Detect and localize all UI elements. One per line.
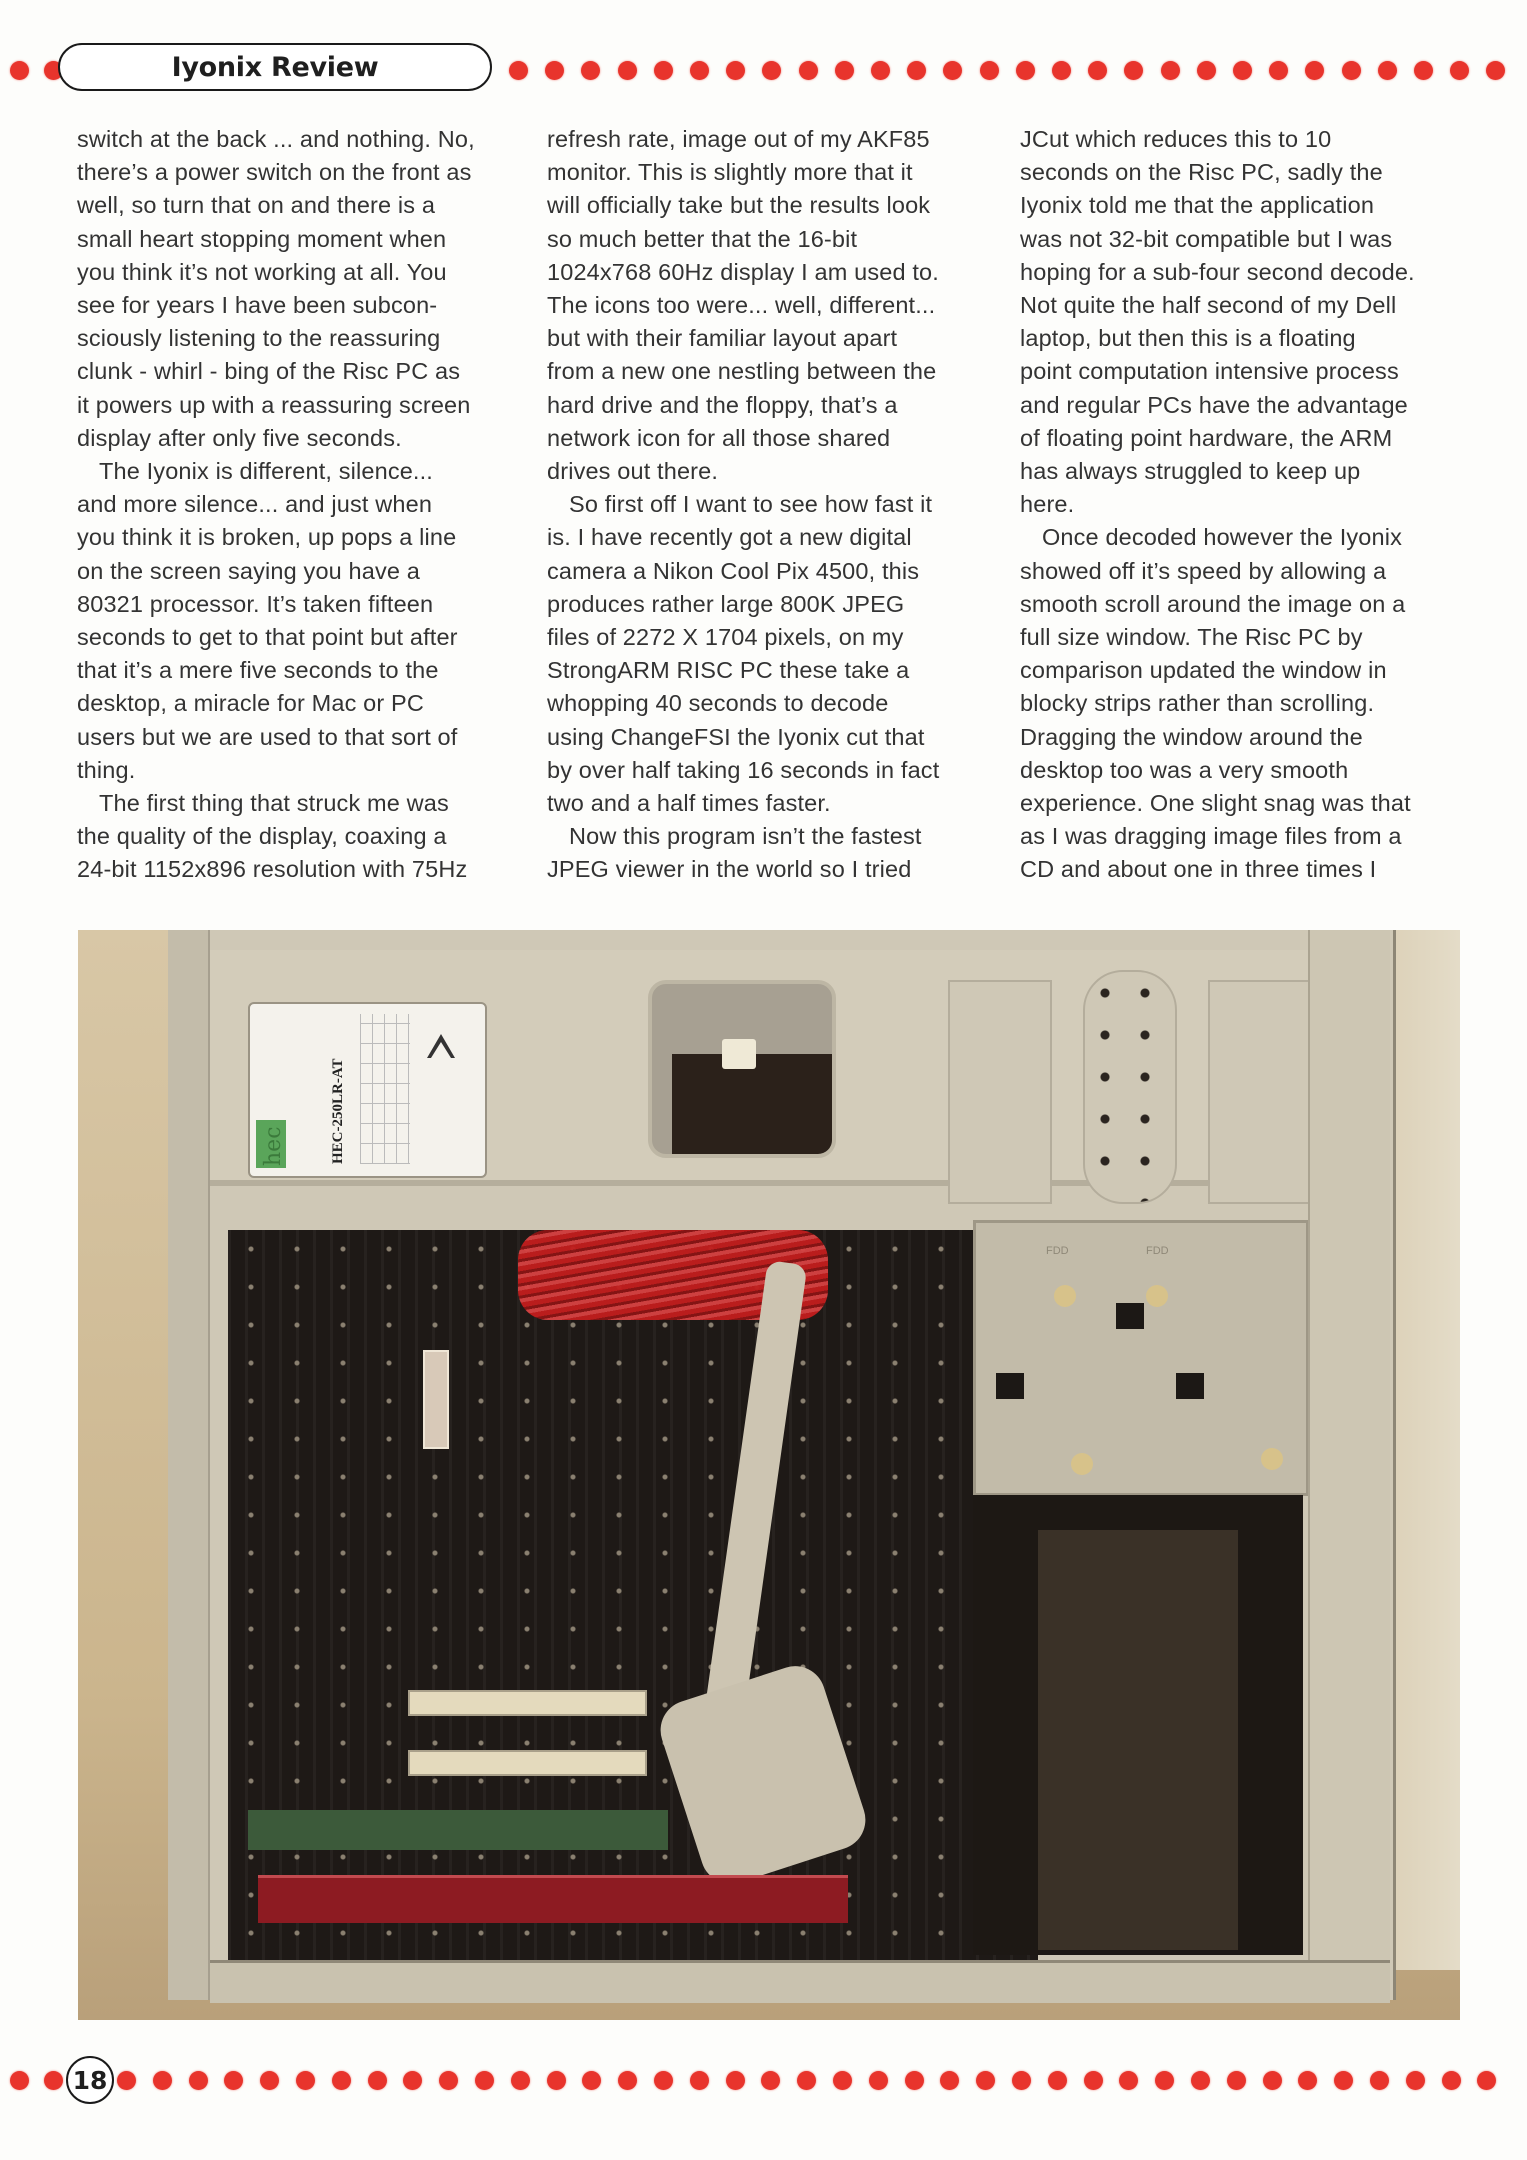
decorative-dot [1016,61,1035,80]
decorative-dot [726,61,745,80]
article-text-line: full size window. The Risc PC by [1020,624,1363,651]
decorative-dot [1048,2071,1067,2090]
motherboard [228,1230,1038,1970]
article-text-line: sciously listening to the reassuring [77,325,441,352]
article-text-line: So first off I want to see how fast it [569,491,933,518]
decorative-dot [224,2071,243,2090]
psu-label [248,1002,487,1178]
article-text-line: JPEG viewer in the world so I tried [547,856,912,883]
decorative-dot [545,61,564,80]
decorative-dot [1012,2071,1031,2090]
pci-slot [408,1690,647,1716]
article-text-line: Now this program isn’t the fastest [569,823,922,850]
article-text-line: was not 32-bit compatible but I was [1020,225,1393,252]
article-text-line: two and a half times faster. [547,790,831,817]
decorative-dot [1406,2071,1425,2090]
decorative-dot [368,2071,387,2090]
decorative-dot [1486,61,1505,80]
article-text-line: files of 2272 X 1704 pixels, on my [547,624,904,651]
article-text-line: desktop too was a very smooth [1020,756,1349,783]
decorative-dot [509,61,528,80]
article-text-line: thing. [77,756,136,783]
decorative-dot [1263,2071,1282,2090]
article-text-line: has always struggled to keep up [1020,458,1361,485]
decorative-dot [618,2071,637,2090]
decorative-dot [582,2071,601,2090]
decorative-dot [1414,61,1433,80]
decorative-dot [1084,2071,1103,2090]
drive-bay-1 [948,980,1052,1204]
article-text-line: clunk - whirl - bing of the Risc PC as [77,358,461,385]
decorative-dot [403,2071,422,2090]
article-text-line: seconds on the Risc PC, sadly the [1020,159,1383,186]
article-text-line: whopping 40 seconds to decode [547,690,889,717]
psu-brand: hec [261,1126,286,1166]
decorative-dot [1305,61,1324,80]
drive-bay-vent [1083,970,1177,1204]
decorative-dot [905,2071,924,2090]
decorative-dot [1442,2071,1461,2090]
case-side-panel [1396,930,1460,1970]
article-text-line: you think it is broken, up pops a line [77,524,457,551]
article-text-line: desktop, a miracle for Mac or PC [77,690,424,717]
article-text-line: JCut which reduces this to 10 [1020,126,1332,152]
decorative-dot [153,2071,172,2090]
footer-dot-row [0,2071,1527,2091]
article-text-line: refresh rate, image out of my AKF85 [547,126,930,152]
pci-slot [408,1750,647,1776]
article-text-line: 1024x768 60Hz display I am used to. [547,258,939,285]
expansion-card-green [248,1810,668,1850]
article-text-line: seconds to get to that point but after [77,624,458,651]
article-text-line: produces rather large 800K JPEG [547,590,905,617]
article-text-line: of floating point hardware, the ARM [1020,424,1393,451]
drive-cage-label: FDD [1046,1245,1069,1257]
decorative-dot [581,61,600,80]
article-text-line: blocky strips rather than scrolling. [1020,690,1375,717]
article-text-line: point computation intensive process [1020,358,1399,385]
decorative-dot [799,61,818,80]
decorative-dot [869,2071,888,2090]
article-text-line: hoping for a sub-four second decode. [1020,258,1415,285]
decorative-dot [117,2071,136,2090]
decorative-dot [475,2071,494,2090]
decorative-dot [1124,61,1143,80]
decorative-dot [44,2071,63,2090]
article-text-line: using ChangeFSI the Iyonix cut that [547,723,925,750]
article-text-line: Once decoded however the Iyonix [1042,524,1402,551]
article-text-line: but with their familiar layout apart [547,325,898,352]
article-text-line: small heart stopping moment when [77,225,447,252]
article-text-line: display after only five seconds. [77,424,402,451]
decorative-dot [10,2071,29,2090]
decorative-dot [1370,2071,1389,2090]
article-column-3 [1020,123,1475,887]
psu-fan-window [648,980,836,1158]
section-title: Iyonix Review [171,51,379,83]
article-text-line: smooth scroll around the image on a [1020,590,1406,617]
article-text-line: drives out there. [547,458,719,485]
decorative-dot [189,2071,208,2090]
article-text-line: as I was dragging image files from a [1020,823,1402,850]
decorative-dot [940,2071,959,2090]
decorative-dot [726,2071,745,2090]
decorative-dot [1298,2071,1317,2090]
article-text-line: there’s a power switch on the front as [77,159,472,186]
case-rail [1308,930,1390,1970]
computer-interior-photo [78,930,1460,2020]
decorative-dot [907,61,926,80]
article-text-line: you think it’s not working at all. You [77,258,447,285]
decorative-dot [690,2071,709,2090]
decorative-dot [1378,61,1397,80]
article-text-line: so much better that the 16-bit [547,225,858,252]
decorative-dot [797,2071,816,2090]
decorative-dot [1269,61,1288,80]
decorative-dot [654,2071,673,2090]
decorative-dot [296,2071,315,2090]
drive-bay-2 [1208,980,1312,1204]
decorative-dot [1227,2071,1246,2090]
decorative-dot [1450,61,1469,80]
drive-cage [973,1220,1309,1496]
decorative-dot [1233,61,1252,80]
article-text-line: network icon for all those shared [547,424,891,451]
decorative-dot [1161,61,1180,80]
decorative-dot [835,61,854,80]
decorative-dot [690,61,709,80]
article-text-line: Not quite the half second of my Dell [1020,292,1397,319]
article-text-line: and regular PCs have the advantage [1020,391,1408,418]
article-text-line: see for years I have been subcon- [77,292,438,319]
decorative-dot [260,2071,279,2090]
article-text-line: users but we are used to that sort of [77,723,458,750]
article-text-line: will officially take but the results look [547,192,931,219]
page-number: 18 [66,2056,114,2104]
decorative-dot [1191,2071,1210,2090]
article-column-1 [77,123,532,887]
decorative-dot [1155,2071,1174,2090]
article-column-2 [547,123,1002,887]
decorative-dot [1119,2071,1138,2090]
article-text-line: the quality of the display, coaxing a [77,823,447,850]
article-text-line: and more silence... and just when [77,491,433,518]
article-text-line: camera a Nikon Cool Pix 4500, this [547,557,920,584]
decorative-dot [761,2071,780,2090]
article-text-line: CD and about one in three times I [1020,856,1377,883]
article-text-line: The first thing that struck me was [99,790,449,817]
article-text-line: on the screen saying you have a [77,557,421,584]
decorative-dot [654,61,673,80]
article-text-line: laptop, but then this is a floating [1020,325,1356,352]
decorative-dot [511,2071,530,2090]
decorative-dot [1052,61,1071,80]
decorative-dot [943,61,962,80]
decorative-dot [833,2071,852,2090]
article-text-line: 80321 processor. It’s taken fifteen [77,590,434,617]
article-text-line: comparison updated the window in [1020,657,1387,684]
article-text-line: well, so turn that on and there is a [77,192,436,219]
decorative-dot [762,61,781,80]
psu-model: HEC-250LR-AT [330,1058,346,1164]
decorative-dot [618,61,637,80]
decorative-dot [976,2071,995,2090]
article-text-line: monitor. This is slightly more that it [547,159,913,186]
article-text-line: hard drive and the floppy, that’s a [547,391,898,418]
decorative-dot [439,2071,458,2090]
article-text-line: experience. One slight snag was that [1020,790,1411,817]
article-text-line: is. I have recently got a new digital [547,524,912,551]
decorative-dot [1334,2071,1353,2090]
article-text-line: Iyonix told me that the application [1020,192,1375,219]
article-text-line: The Iyonix is different, silence... [99,458,433,485]
decorative-dot [1088,61,1107,80]
article-text-line: it powers up with a reassuring screen [77,391,471,418]
header-dot-row [0,61,1527,81]
decorative-dot [871,61,890,80]
article-text-line: 24-bit 1152x896 resolution with 75Hz [77,856,468,883]
article-text-line: from a new one nestling between the [547,358,937,385]
decorative-dot [980,61,999,80]
article-text-line: switch at the back ... and nothing. No, [77,126,475,152]
article-text-line: The icons too were... well, different... [547,292,936,319]
drive-cage-label: FDD [1146,1245,1169,1257]
decorative-dot [1477,2071,1496,2090]
article-text-line: Dragging the window around the [1020,723,1363,750]
article-text-line: showed off it’s speed by allowing a [1020,557,1387,584]
article-text-line: by over half taking 16 seconds in fact [547,756,940,783]
decorative-dot [332,2071,351,2090]
article-text-line: here. [1020,491,1075,518]
decorative-dot [1342,61,1361,80]
decorative-dot [1197,61,1216,80]
decorative-dot [547,2071,566,2090]
expansion-card-red [258,1875,848,1923]
case-bottom-rail [210,1960,1390,2003]
article-text-line: that it’s a mere five seconds to the [77,657,439,684]
article-text-line: StrongARM RISC PC these take a [547,657,910,684]
